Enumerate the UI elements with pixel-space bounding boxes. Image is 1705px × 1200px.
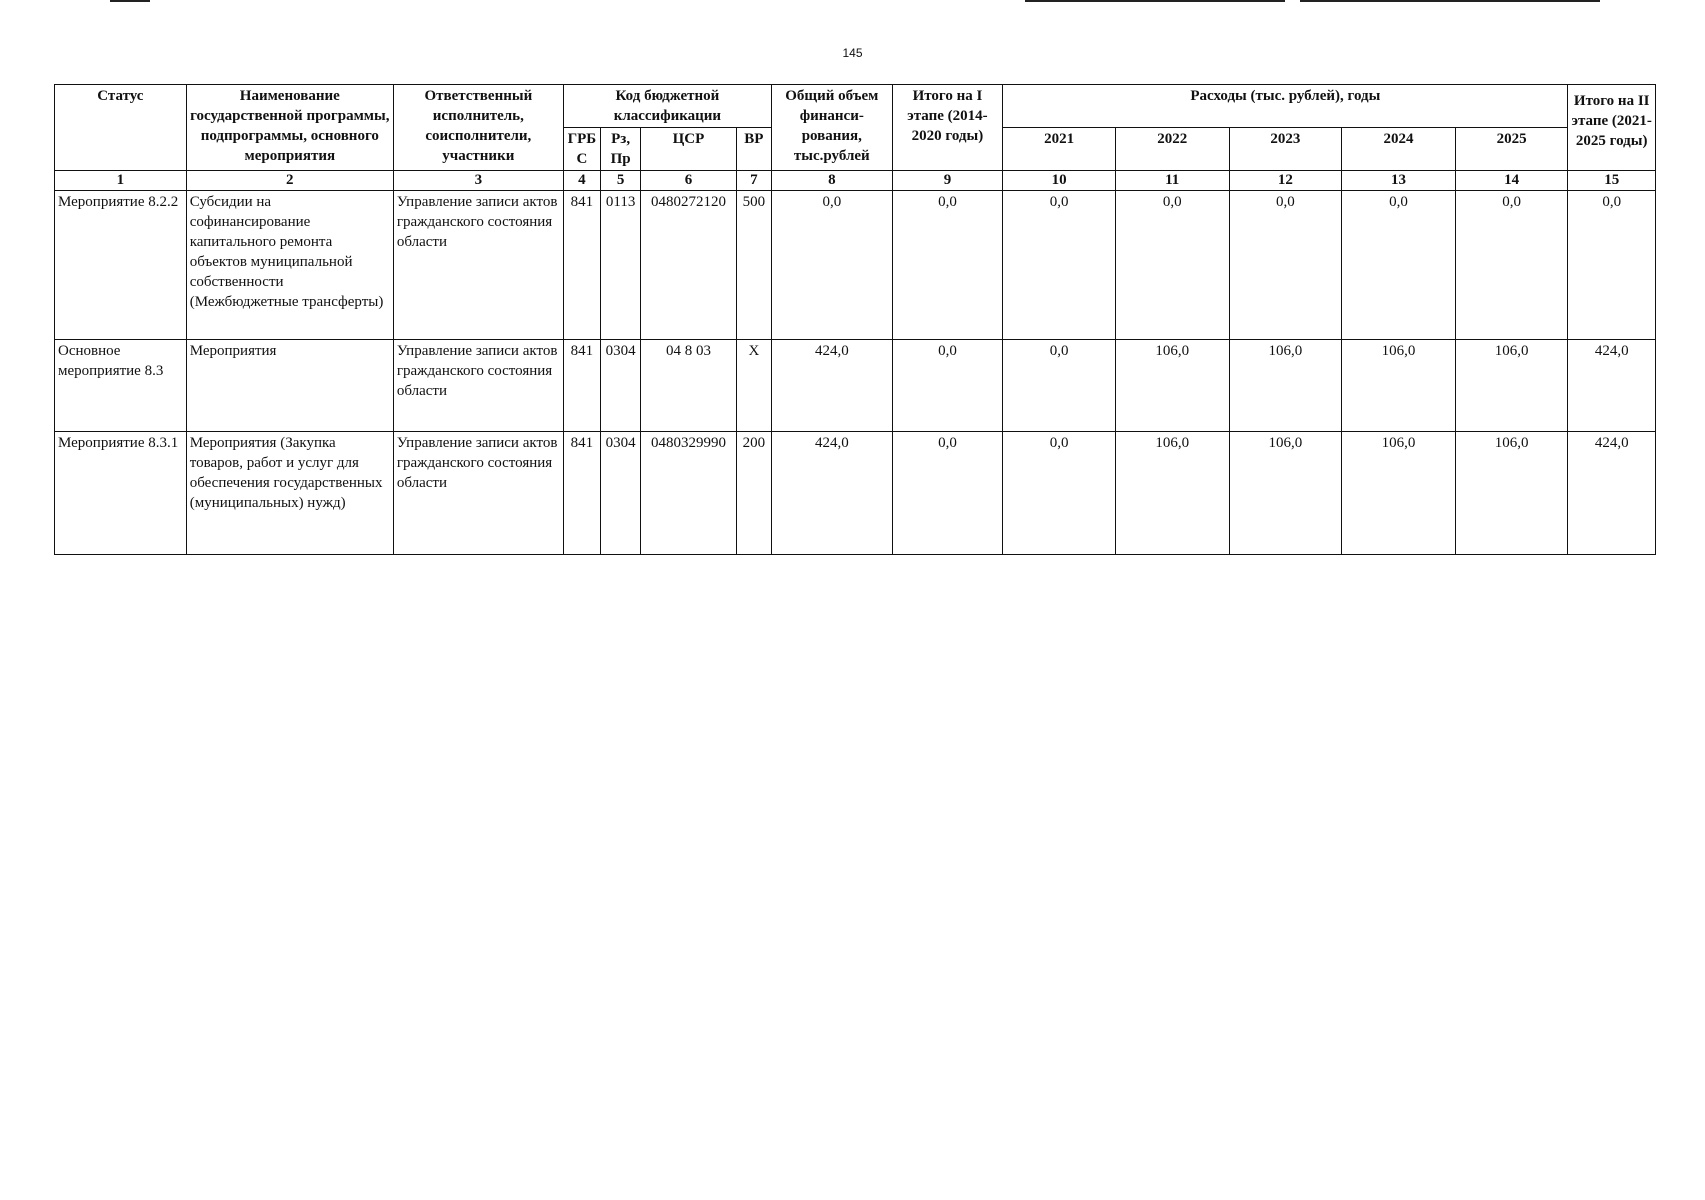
row-2021: 0,0 (1003, 191, 1116, 340)
row-executor: Управление записи актов гражданского состояния области (393, 432, 563, 555)
row-grbs: 841 (563, 340, 600, 432)
row-name: Мероприятия (186, 340, 393, 432)
column-number: 7 (736, 171, 771, 191)
row-2022: 0,0 (1115, 191, 1229, 340)
column-number: 10 (1003, 171, 1116, 191)
column-number: 6 (641, 171, 737, 191)
table-row (55, 432, 1656, 555)
row-status: Основное мероприятие 8.3 (55, 340, 187, 432)
page-number: 145 (842, 46, 863, 60)
row-stage2: 424,0 (1568, 432, 1656, 555)
top-rule-left (110, 0, 150, 2)
top-rule-far-right (1300, 0, 1600, 2)
row-stage1: 0,0 (892, 432, 1003, 555)
row-2025: 106,0 (1455, 340, 1568, 432)
header-executor: Ответственный исполнитель, соисполнители, участники (393, 85, 563, 171)
row-rzpr: 0304 (601, 340, 641, 432)
row-2022: 106,0 (1115, 340, 1229, 432)
column-number: 4 (563, 171, 600, 191)
row-total: 0,0 (771, 191, 892, 340)
row-stage2: 424,0 (1568, 340, 1656, 432)
row-2023: 106,0 (1229, 432, 1342, 555)
column-number: 11 (1115, 171, 1229, 191)
table-row (55, 191, 1656, 340)
column-number: 9 (892, 171, 1003, 191)
header-vr: ВР (736, 128, 771, 171)
column-number: 12 (1229, 171, 1342, 191)
row-grbs: 841 (563, 191, 600, 340)
top-rule-right (1025, 0, 1285, 2)
column-number: 13 (1342, 171, 1456, 191)
budget-table (54, 84, 1656, 555)
header-budget-code: Код бюджетной классификации (563, 85, 771, 128)
row-2025: 0,0 (1455, 191, 1568, 340)
row-grbs: 841 (563, 432, 600, 555)
header-row-top (55, 85, 1656, 128)
row-vr: 500 (736, 191, 771, 340)
row-csr: 0480329990 (641, 432, 737, 555)
header-rzpr: Рз, Пр (601, 128, 641, 171)
row-name: Мероприятия (Закупка товаров, работ и услуг для обеспечения государственных (муниципальных) нужд) (186, 432, 393, 555)
row-stage2: 0,0 (1568, 191, 1656, 340)
row-name: Субсидии на софинансирование капитального ремонта объектов муниципальной собственности (Межбюджетные трансферты) (186, 191, 393, 340)
column-number-row (55, 171, 1656, 191)
table-row (55, 340, 1656, 432)
column-number: 3 (393, 171, 563, 191)
column-number: 5 (601, 171, 641, 191)
row-2021: 0,0 (1003, 432, 1116, 555)
column-number: 2 (186, 171, 393, 191)
column-number: 15 (1568, 171, 1656, 191)
header-year-2022: 2022 (1115, 128, 1229, 171)
header-stage1-total: Итого на I этапе (2014-2020 годы) (892, 85, 1003, 171)
header-name: Наименование государственной программы, подпрограммы, основного мероприятия (186, 85, 393, 171)
row-2025: 106,0 (1455, 432, 1568, 555)
header-grbs: ГРБС (563, 128, 600, 171)
row-csr: 04 8 03 (641, 340, 737, 432)
row-vr: 200 (736, 432, 771, 555)
column-number: 1 (55, 171, 187, 191)
row-rzpr: 0304 (601, 432, 641, 555)
row-status: Мероприятие 8.2.2 (55, 191, 187, 340)
header-total-volume: Общий объем финанси-рования, тыс.рублей (771, 85, 892, 171)
row-executor: Управление записи актов гражданского состояния области (393, 340, 563, 432)
row-stage1: 0,0 (892, 191, 1003, 340)
header-status: Статус (55, 85, 187, 171)
row-total: 424,0 (771, 340, 892, 432)
row-2022: 106,0 (1115, 432, 1229, 555)
row-2023: 0,0 (1229, 191, 1342, 340)
header-csr: ЦСР (641, 128, 737, 171)
row-status: Мероприятие 8.3.1 (55, 432, 187, 555)
row-2024: 0,0 (1342, 191, 1456, 340)
row-csr: 0480272120 (641, 191, 737, 340)
header-year-2021: 2021 (1003, 128, 1116, 171)
row-total: 424,0 (771, 432, 892, 555)
row-rzpr: 0113 (601, 191, 641, 340)
row-stage1: 0,0 (892, 340, 1003, 432)
header-year-2025: 2025 (1455, 128, 1568, 171)
row-executor: Управление записи актов гражданского состояния области (393, 191, 563, 340)
row-2021: 0,0 (1003, 340, 1116, 432)
header-year-2024: 2024 (1342, 128, 1456, 171)
row-2023: 106,0 (1229, 340, 1342, 432)
column-number: 14 (1455, 171, 1568, 191)
header-year-2023: 2023 (1229, 128, 1342, 171)
header-expenses: Расходы (тыс. рублей), годы (1003, 85, 1568, 128)
row-vr: X (736, 340, 771, 432)
row-2024: 106,0 (1342, 432, 1456, 555)
row-2024: 106,0 (1342, 340, 1456, 432)
header-stage2-total: Итого на II этапе (2021-2025 годы) (1568, 85, 1656, 171)
column-number: 8 (771, 171, 892, 191)
